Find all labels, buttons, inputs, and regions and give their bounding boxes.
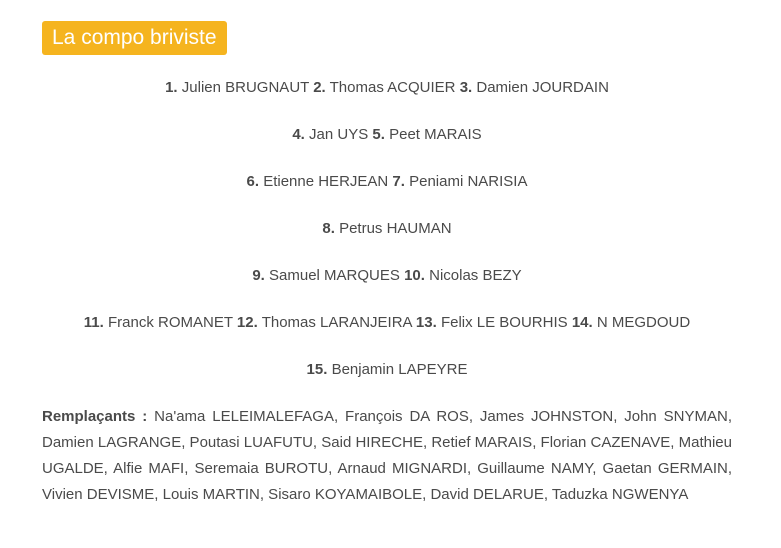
lineup-line: [42, 311, 732, 335]
player-number: 13.: [415, 314, 437, 331]
player-number: 6.: [246, 173, 260, 190]
player-number: 15.: [306, 361, 328, 378]
player-number: 3.: [459, 79, 473, 96]
player-number: 5.: [372, 126, 385, 143]
lineup-line: [42, 76, 732, 100]
section-title-badge: La compo briviste: [42, 21, 227, 55]
player-name: Franck ROMANET: [108, 314, 233, 331]
player-name: Jan UYS: [309, 126, 369, 143]
lineup-line: [42, 170, 732, 194]
player-name: Nicolas BEZY: [429, 267, 522, 284]
player-name: Benjamin LAPEYRE: [331, 361, 468, 378]
lineup-line: [42, 217, 732, 241]
player-name: Etienne HERJEAN: [263, 173, 389, 190]
player-name: Peet MARAIS: [389, 126, 482, 143]
player-number: 8.: [322, 220, 335, 237]
player-number: 2.: [313, 79, 326, 96]
player-number: 14.: [571, 314, 593, 331]
substitutes-paragraph: [42, 404, 732, 508]
player-number: 12.: [236, 314, 258, 331]
player-name: Felix LE BOURHIS: [440, 314, 568, 331]
lineup-line: [42, 123, 732, 147]
substitutes-text: Na'ama LELEIMALEFAGA, François DA ROS, James JOHNSTON, John SNYMAN, Damien LAGRANGE, Poutasi LUAFUTU, Said HIRECHE, Retief MARAIS, Florian CAZENAVE, Mathieu UGALDE, Alfie MAFI, Seremaia BUROTU, Arnaud MIGNARDI, Guillaume NAMY, Gaetan GERMAIN, Vivien DEVISME, Louis MARTIN, Sisaro KOYAMAIBOLE, David DELARUE, Taduzka NGWENYA: [42, 408, 732, 503]
player-number: 7.: [392, 173, 405, 190]
lineup-line: [42, 358, 732, 382]
player-number: 4.: [292, 126, 305, 143]
lineup-line: [42, 264, 732, 288]
player-name: Julien BRUGNAUT: [181, 79, 310, 96]
player-name: Thomas ACQUIER: [329, 79, 456, 96]
player-name: Samuel MARQUES: [269, 267, 400, 284]
lineup-list: [42, 76, 732, 405]
substitutes-label: Remplaçants :: [42, 408, 148, 425]
player-name: N MEGDOUD: [596, 314, 691, 331]
player-number: 1.: [165, 79, 178, 96]
player-number: 11.: [83, 314, 104, 331]
player-number: 10.: [404, 267, 425, 284]
player-number: 9.: [252, 267, 265, 284]
player-name: Petrus HAUMAN: [339, 220, 452, 237]
player-name: Damien JOURDAIN: [476, 79, 609, 96]
player-name: Peniami NARISIA: [409, 173, 528, 190]
player-name: Thomas LARANJEIRA: [261, 314, 412, 331]
